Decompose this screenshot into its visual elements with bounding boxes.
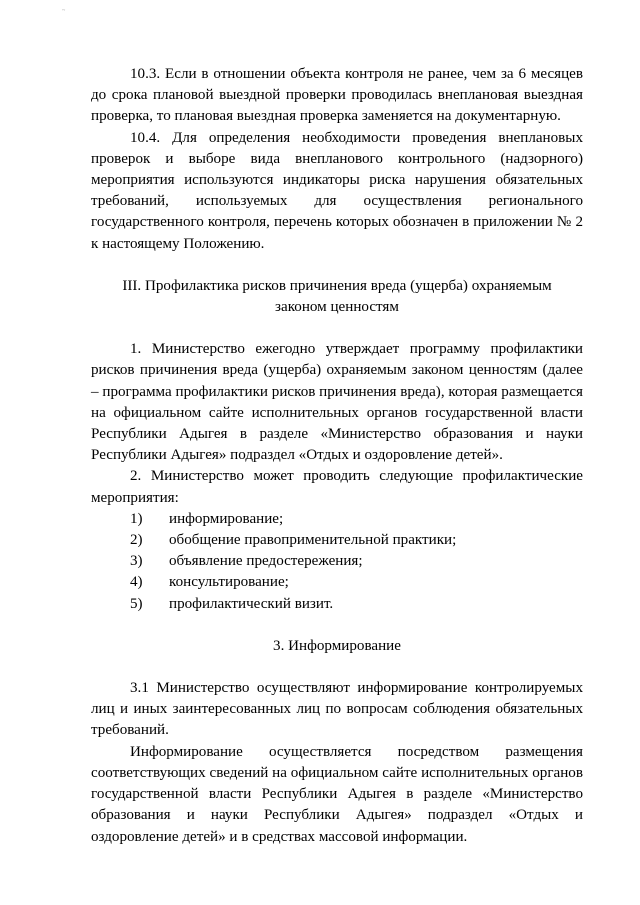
list-item	[91, 594, 583, 615]
paragraph-10-3: 10.3. Если в отношении объекта контроля не ранее, чем за 6 месяцев до срока плановой выездной проверки проводилась внеплановая выездная проверка, то плановая выездная проверка заменяется на документарную.	[91, 66, 583, 125]
section-heading-prevention	[91, 276, 583, 318]
list-item-number: 5)	[130, 595, 143, 612]
paragraph-3-1: 3.1 Министерство осуществляют информирование контролируемых лиц и иных заинтересованных лиц по вопросам соблюдения обязательных требований.	[91, 680, 583, 739]
list-item-text: объявление предостережения;	[169, 553, 363, 570]
list-item	[91, 551, 583, 572]
list-item-number: 2)	[130, 532, 143, 549]
list-item-text: профилактический визит.	[169, 595, 334, 612]
list-item	[91, 572, 583, 593]
paragraph-10-4: 10.4. Для определения необходимости проведения внеплановых проверок и выборе вида внепланового контрольного (надзорного) мероприятия используются индикаторы риска нарушения обязательных требований, используемых для осуществления регионального государственного контроля, перечень которых обозначен в приложении № 2 к настоящему Положению.	[91, 129, 583, 252]
list-item-text: обобщение правоприменительной практики;	[169, 532, 457, 549]
section-heading-line-1: III. Профилактика рисков причинения вреда (ущерба) охраняемым	[122, 277, 552, 294]
document-body	[91, 64, 583, 848]
list-item-number: 3)	[130, 553, 143, 570]
section-heading-informing: 3. Информирование	[273, 637, 401, 654]
list-item	[91, 530, 583, 551]
list-item-number: 1)	[130, 510, 143, 527]
paragraph-2: 2. Министерство может проводить следующие профилактические мероприятия:	[91, 468, 583, 506]
measures-list	[91, 509, 583, 615]
corner-mark: ~	[62, 8, 66, 14]
section-heading-line-2: законом ценностям	[275, 299, 399, 316]
list-item-text: консультирование;	[169, 574, 289, 591]
paragraph-informing: Информирование осуществляется посредством размещения соответствующих сведений на официальном сайте исполнительных органов государственной власти Республики Адыгея в разделе «Министерство образования и науки Республики Адыгея» подраздел «Отдых и оздоровление детей» и в средствах массовой информации.	[91, 743, 583, 845]
list-item-number: 4)	[130, 574, 143, 591]
list-item	[91, 509, 583, 530]
list-item-text: информирование;	[169, 510, 284, 527]
paragraph-1: 1. Министерство ежегодно утверждает программу профилактики рисков причинения вреда (ущерба) охраняемым законом ценностям (далее – программа профилактики рисков причинения вреда), которая размещается на официальном сайте исполнительных органов государственной власти Республики Адыгея в разделе «Министерство образования и науки Республики Адыгея» подраздел «Отдых и оздоровление детей».	[91, 341, 583, 464]
